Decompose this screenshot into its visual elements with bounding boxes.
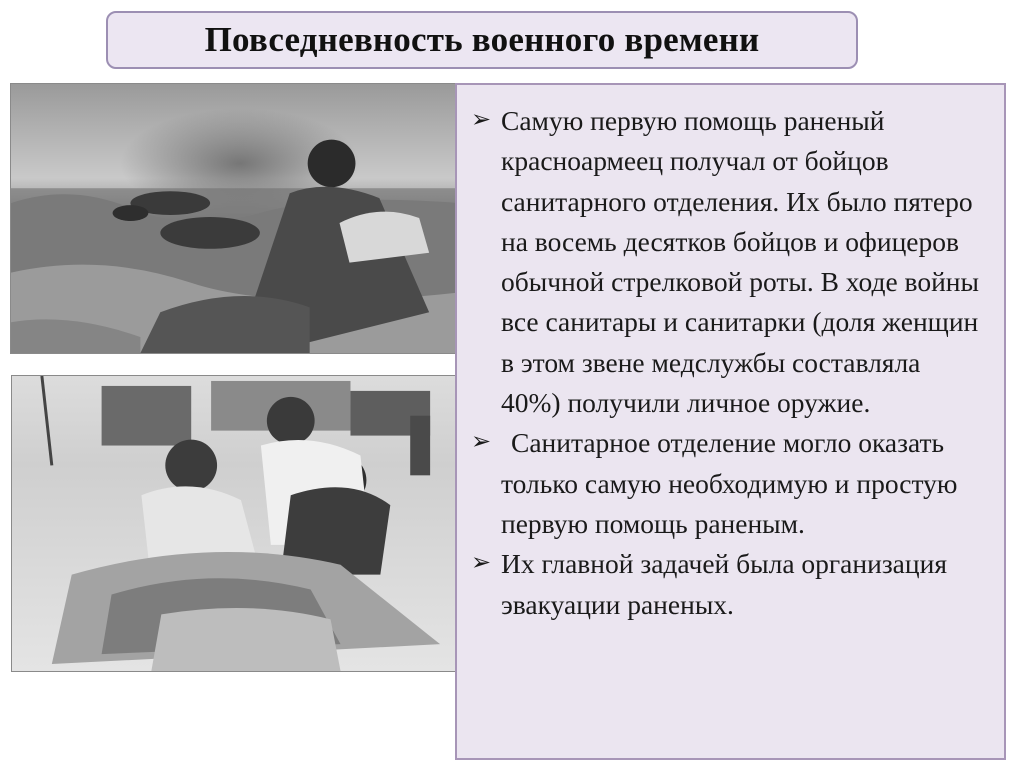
- bullet-item: [467, 101, 986, 423]
- page-title: Повседневность военного времени: [204, 20, 760, 59]
- photo-winter-first-aid: [11, 375, 458, 672]
- title-banner: [106, 11, 858, 69]
- photo-battlefield-medic: [10, 83, 460, 354]
- bullet-text: Самую первую помощь раненый красноармеец получал от бойцов санитарного отделения. Их было пятеро на восемь десятков бойцов и офицеров обычной стрелковой роты. В ходе войны все санитары и санитарки (доля женщин в этом звене медслужбы составляла 40%) получили личное оружие.: [501, 105, 979, 419]
- arrow-bullet-icon: ➢: [471, 107, 492, 133]
- bullet-text: Санитарное отделение могло оказать только самую необходимую и простую первую помощь раненым.: [501, 427, 958, 539]
- bullet-item: [467, 423, 986, 544]
- text-panel: [455, 83, 1006, 760]
- arrow-bullet-icon: ➢: [471, 550, 492, 577]
- photo-winter-first-aid-image: [12, 376, 457, 671]
- photo-battlefield-medic-image: [11, 84, 459, 353]
- bullet-item: [467, 544, 986, 625]
- arrow-bullet-icon: ➢: [471, 429, 492, 456]
- bullet-text: Их главной задачей была организация эвакуации раненых.: [501, 548, 947, 620]
